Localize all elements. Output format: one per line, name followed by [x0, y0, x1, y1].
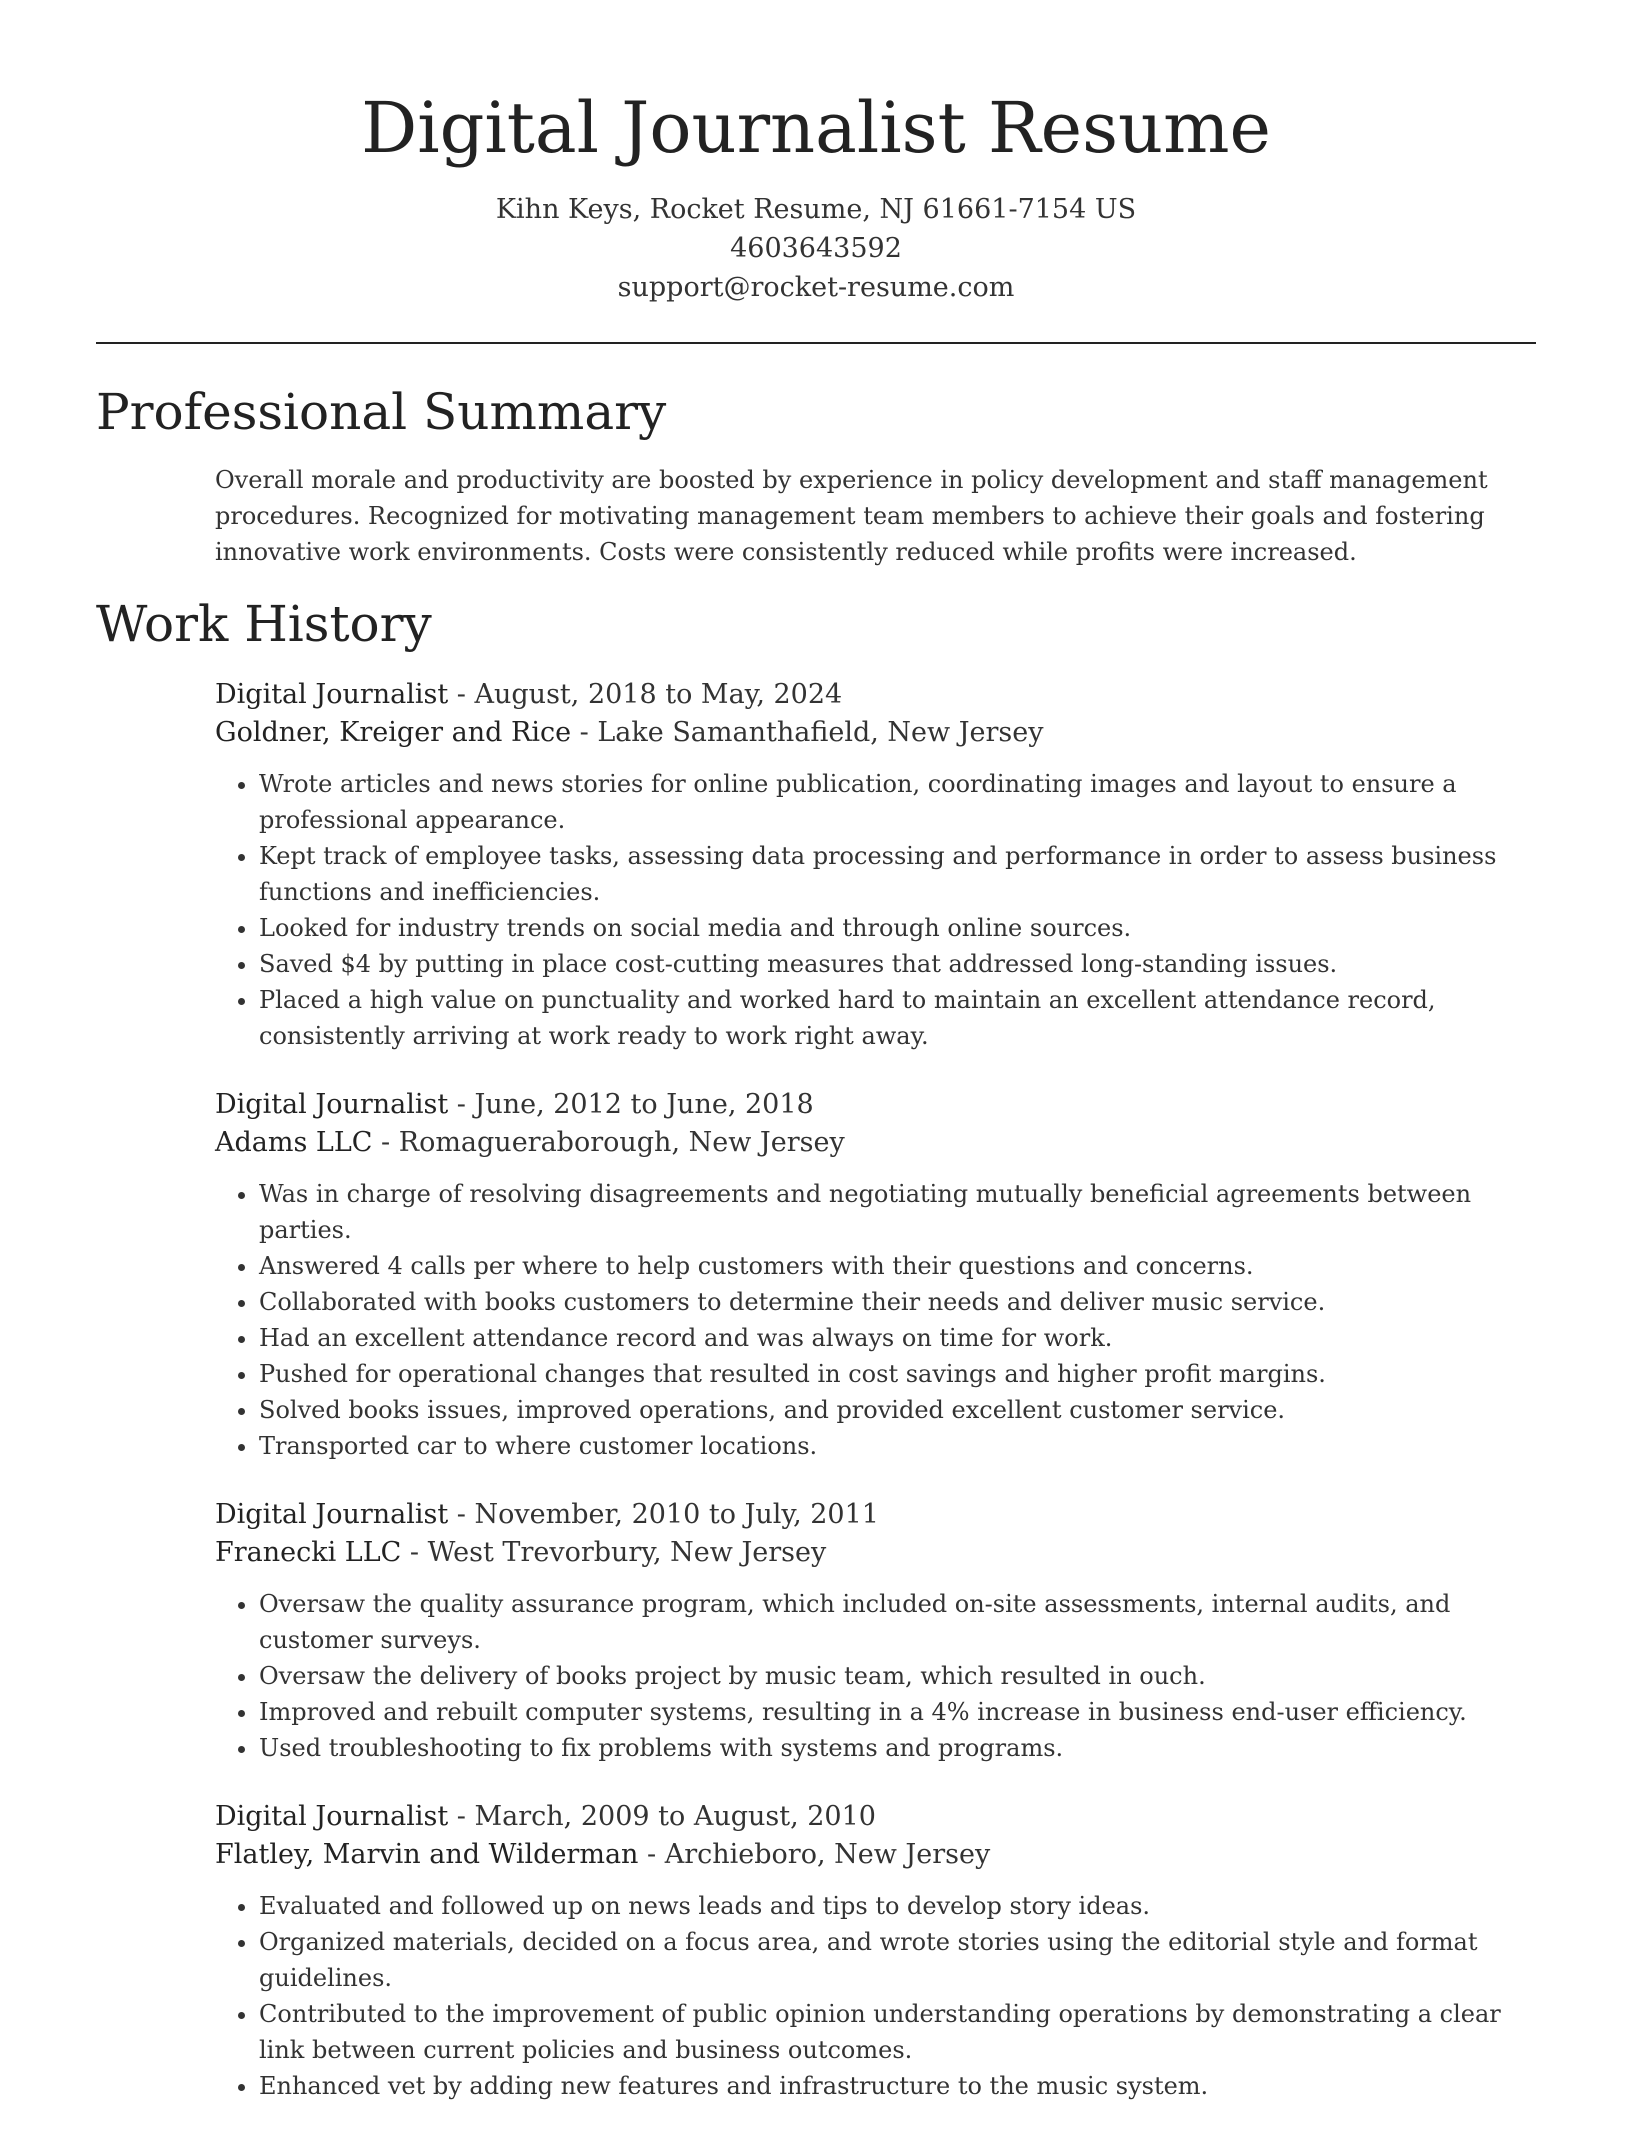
job-dates: - March, 2009 to August, 2010 [448, 1801, 876, 1832]
job-bullet: • Wrote articles and news stories for online publication, coordinating images and layout to ensure a professional appearance. [259, 766, 1545, 838]
job-bullet: • Transported car to where customer locations. [259, 1428, 1545, 1464]
job-title-line [215, 1086, 1545, 1124]
job-title-line [215, 1798, 1545, 1836]
job-bullet: • Saved $4 by putting in place cost-cutting measures that addressed long-standing issues. [259, 946, 1545, 982]
job-entry [215, 1496, 1545, 1766]
job-bullet: • Enhanced vet by adding new features and infrastructure to the music system. [259, 2068, 1545, 2104]
work-history-list [215, 676, 1545, 2136]
job-company-line [215, 714, 1545, 752]
job-company-line [215, 1124, 1545, 1162]
job-bullet: • Organized materials, decided on a focus area, and wrote stories using the editorial style and format guidelines. [259, 1924, 1545, 1996]
job-title-line [215, 1496, 1545, 1534]
job-location: - Archieboro, New Jersey [638, 1839, 991, 1870]
job-location: - West Trevorbury, New Jersey [401, 1537, 827, 1568]
job-bullet: • Had an excellent attendance record and was always on time for work. [259, 1320, 1545, 1356]
work-history-heading: Work History [96, 595, 432, 653]
job-bullet: • Oversaw the delivery of books project by music team, which resulted in ouch. [259, 1658, 1545, 1694]
job-dates: - June, 2012 to June, 2018 [448, 1089, 814, 1120]
job-location: - Romagueraborough, New Jersey [372, 1127, 845, 1158]
contact-block [0, 190, 1632, 307]
job-bullets [215, 1176, 1545, 1464]
job-bullets [215, 1586, 1545, 1766]
job-bullets [215, 1888, 1545, 2104]
job-entry [215, 676, 1545, 1054]
job-dates: - November, 2010 to July, 2011 [448, 1499, 879, 1530]
job-company: Goldner, Kreiger and Rice [215, 717, 572, 748]
job-bullet: • Looked for industry trends on social media and through online sources. [259, 910, 1545, 946]
job-title: Digital Journalist [215, 1089, 449, 1120]
job-bullet: • Used troubleshooting to fix problems with systems and programs. [259, 1730, 1545, 1766]
job-company-line [215, 1836, 1545, 1874]
job-company: Adams LLC [215, 1127, 373, 1158]
summary-heading: Professional Summary [96, 383, 667, 441]
job-bullet: • Contributed to the improvement of public opinion understanding operations by demonstrating a clear link between current policies and business outcomes. [259, 1996, 1545, 2068]
job-bullet: • Improved and rebuilt computer systems, resulting in a 4% increase in business end-user efficiency. [259, 1694, 1545, 1730]
job-bullet: • Kept track of employee tasks, assessing data processing and performance in order to assess business functions and inefficiencies. [259, 838, 1545, 910]
job-dates: - August, 2018 to May, 2024 [448, 679, 843, 710]
job-bullet: • Solved books issues, improved operations, and provided excellent customer service. [259, 1392, 1545, 1428]
job-title: Digital Journalist [215, 679, 449, 710]
job-title: Digital Journalist [215, 1801, 449, 1832]
header-divider [96, 342, 1536, 344]
contact-email: support@rocket-resume.com [617, 272, 1015, 303]
job-entry [215, 1798, 1545, 2104]
job-bullet: • Placed a high value on punctuality and worked hard to maintain an excellent attendance record, consistently arriving at work ready to work right away. [259, 982, 1545, 1054]
job-company-line [215, 1534, 1545, 1572]
summary-text: Overall morale and productivity are boosted by experience in policy development and staff management procedures. Recognized for motivating management team members to achieve their goals and fostering innovative work environments. Costs were consistently reduced while profits were increased. [215, 466, 1488, 566]
job-bullet: • Answered 4 calls per where to help customers with their questions and concerns. [259, 1248, 1545, 1284]
job-bullets [215, 766, 1545, 1054]
job-bullet: • Was in charge of resolving disagreements and negotiating mutually beneficial agreements between parties. [259, 1176, 1545, 1248]
contact-phone: 4603643592 [730, 233, 902, 264]
job-entry [215, 1086, 1545, 1464]
job-title: Digital Journalist [215, 1499, 449, 1530]
job-company: Flatley, Marvin and Wilderman [215, 1839, 639, 1870]
job-bullet: • Pushed for operational changes that resulted in cost savings and higher profit margins. [259, 1356, 1545, 1392]
job-bullet: • Oversaw the quality assurance program, which included on-site assessments, internal audits, and customer surveys. [259, 1586, 1545, 1658]
job-company: Franecki LLC [215, 1537, 402, 1568]
job-bullet: • Collaborated with books customers to determine their needs and deliver music service. [259, 1284, 1545, 1320]
resume-title: Digital Journalist Resume [361, 87, 1271, 169]
contact-address: Kihn Keys, Rocket Resume, NJ 61661-7154 US [495, 194, 1137, 225]
job-bullet: • Evaluated and followed up on news leads and tips to develop story ideas. [259, 1888, 1545, 1924]
job-location: - Lake Samanthafield, New Jersey [571, 717, 1044, 748]
job-title-line [215, 676, 1545, 714]
